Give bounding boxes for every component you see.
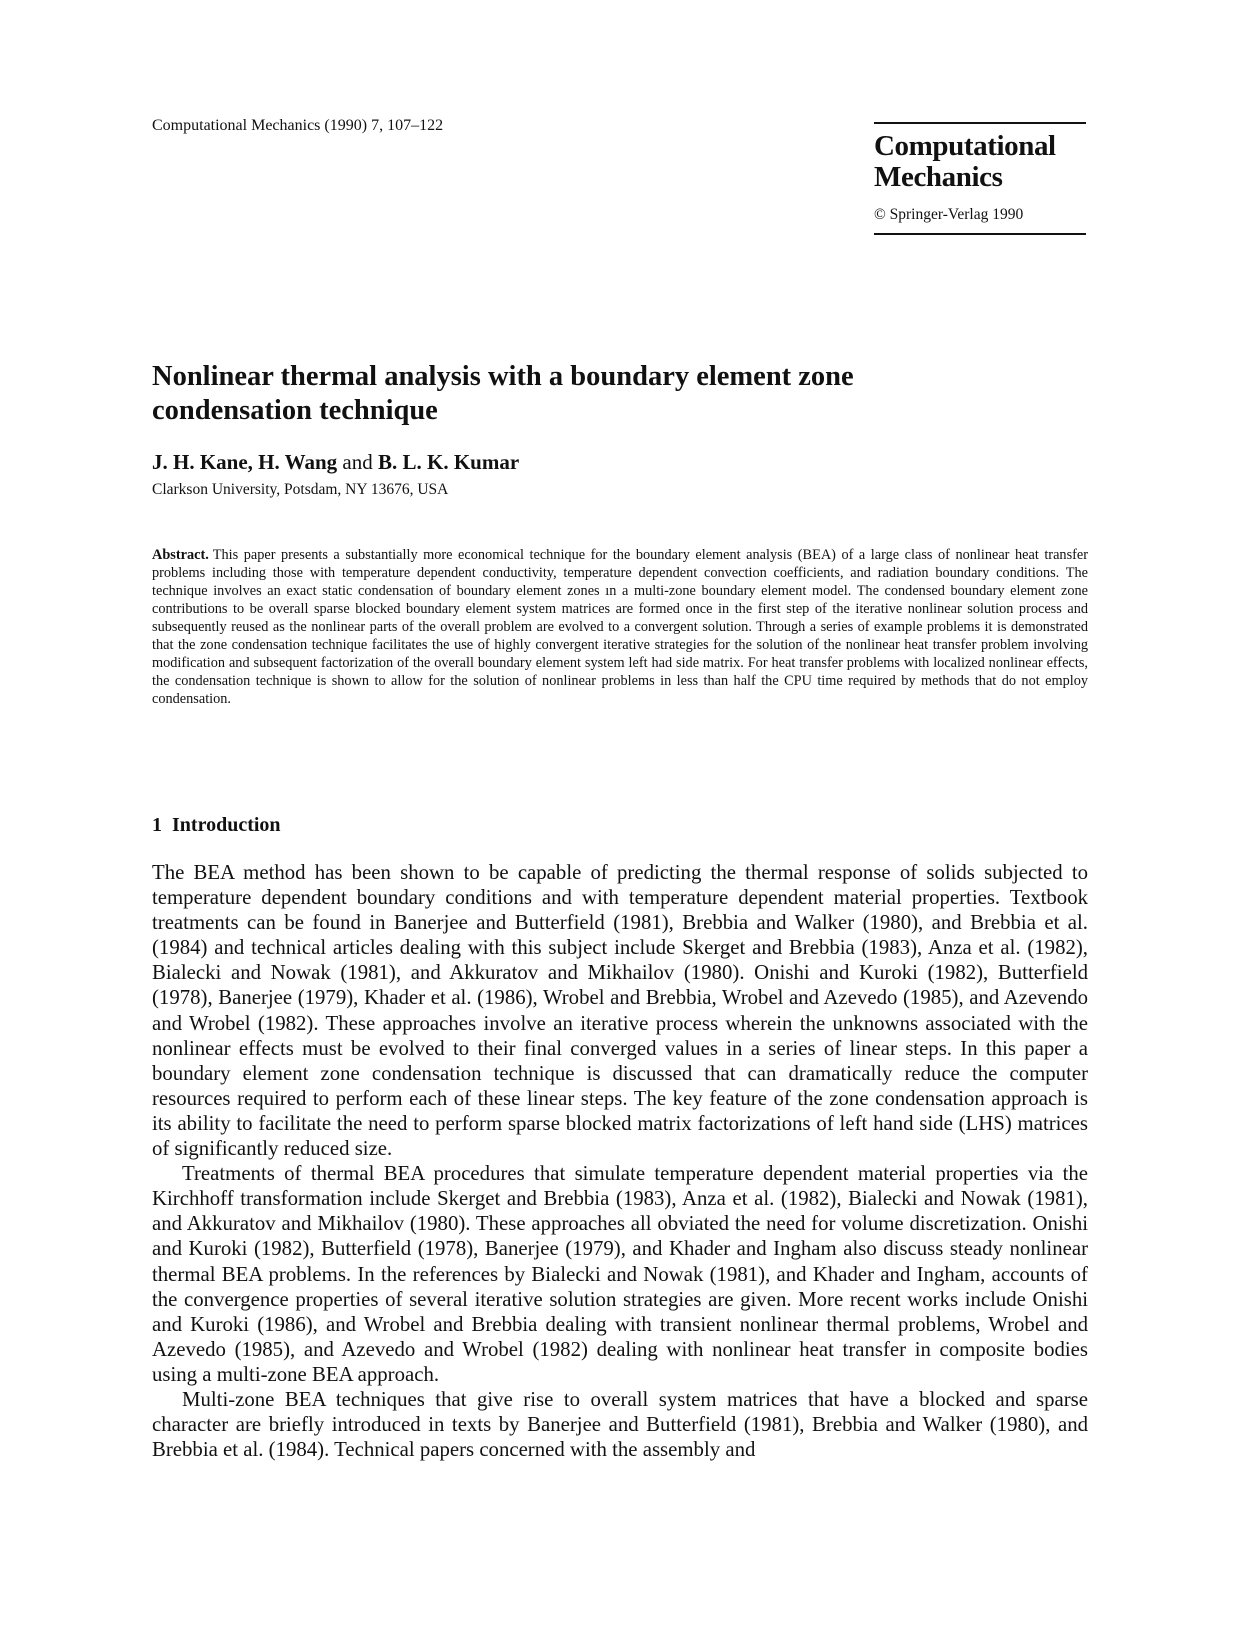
journal-masthead: [874, 122, 1086, 235]
author-names-1: J. H. Kane, H. Wang: [152, 450, 338, 474]
copyright-notice: © Springer-Verlag 1990: [874, 206, 1024, 223]
author-names-2: B. L. K. Kumar: [377, 450, 520, 474]
abstract-text: This paper presents a substantially more economical technique for the boundary element analysis (BEA) of a large class of nonlinear heat transfer problems including those with temperature dependent conductivity, temperature dependent convection coefficients, and radiation boundary conditions. The technique involves an exact static condensation of boundary element zones ın a multi-zone boundary element model. The condensed boundary element zone contributions to be overall sparse blocked boundary element system matrices are formed once in the first step of the iterative nonlinear solution process and subsequently reused as the nonlinear parts of the overall problem are evolved to a convergent solution. Through a series of example problems it is demonstrated that the zone condensation technique facilitates the use of highly convergent iterative strategies for the solution of the nonlinear heat transfer problem involving modification and subsequent factorization of the overall boundary element system left had side matrix. For heat transfer problems with localized nonlinear effects, the condensation technique is shown to allow for the solution of nonlinear problems in less than half the CPU time required by methods that do not employ condensation.: [152, 547, 1088, 708]
body-paragraph: Treatments of thermal BEA procedures that simulate temperature dependent material properties via the Kirchhoff transformation include Skerget and Brebbia (1983), Anza et al. (1982), Bialecki and Nowak (1981), and Akkuratov and Mikhailov (1980). These approaches all obviated the need for volume discretization. Onishi and Kuroki (1982), Butterfield (1978), Banerjee (1979), and Khader and Ingham also discuss steady nonlinear thermal BEA problems. In the references by Bialecki and Nowak (1981), and Khader and Ingham, accounts of the convergence properties of several iterative solution strategies are given. More recent works include Onishi and Kuroki (1986), and Wrobel and Brebbia dealing with transient nonlinear thermal problems, Wrobel and Azevedo (1985), and Azevedo and Wrobel (1982) dealing with nonlinear heat transfer in composite bodies using a multi-zone BEA approach.: [152, 1162, 1088, 1386]
journal-citation: Computational Mechanics (1990) 7, 107–122: [152, 117, 444, 134]
body-paragraph: The BEA method has been shown to be capable of predicting the thermal response of solids subjected to temperature dependent boundary conditions and with temperature dependent material properties. Textbook treatments can be found in Banerjee and Butterfield (1981), Brebbia and Walker (1980), and Brebbia et al. (1984) and technical articles dealing with this subject include Skerget and Brebbia (1983), Anza et al. (1982), Bialecki and Nowak (1981), and Akkuratov and Mikhailov (1980). Onishi and Kuroki (1982), Butterfield (1978), Banerjee (1979), Khader et al. (1986), Wrobel and Brebbia, Wrobel and Azevedo (1985), and Azevendo and Wrobel (1982). These approaches involve an iterative process wherein the unknowns associated with the nonlinear effects must be evolved to their final converged values in a series of linear steps. In this paper a boundary element zone condensation technique is discussed that can dramatically reduce the computer resources required to perform each of these linear steps. The key feature of the zone condensation approach is its ability to facilitate the need to perform sparse blocked matrix factorizations of left hand side (LHS) matrices of significantly reduced size.: [152, 861, 1088, 1161]
article-title: [152, 360, 912, 428]
journal-name-line2: Mechanics: [874, 161, 1003, 193]
section-heading-introduction: [152, 813, 281, 837]
section-title: Introduction: [172, 814, 281, 836]
body-paragraph: Multi-zone BEA techniques that give rise to overall system matrices that have a blocked and sparse character are briefly introduced in texts by Banerjee and Butterfield (1981), Brebbia and Walker (1980), and Brebbia et al. (1984). Technical papers concerned with the assembly and: [152, 1387, 1088, 1462]
journal-name-line1: Computational: [874, 130, 1056, 162]
author-affiliation: Clarkson University, Potsdam, NY 13676, USA: [152, 481, 449, 498]
article-title-line1: Nonlinear thermal analysis with a boundary element zone: [152, 361, 854, 392]
author-conjunction: and: [337, 450, 378, 474]
abstract: [152, 546, 1088, 708]
author-list: [152, 450, 519, 474]
section-number: 1: [152, 814, 162, 836]
abstract-label: Abstract.: [152, 547, 209, 563]
journal-name: [874, 131, 1086, 193]
article-title-line2: condensation technique: [152, 395, 438, 426]
introduction-body: [152, 860, 1088, 1462]
